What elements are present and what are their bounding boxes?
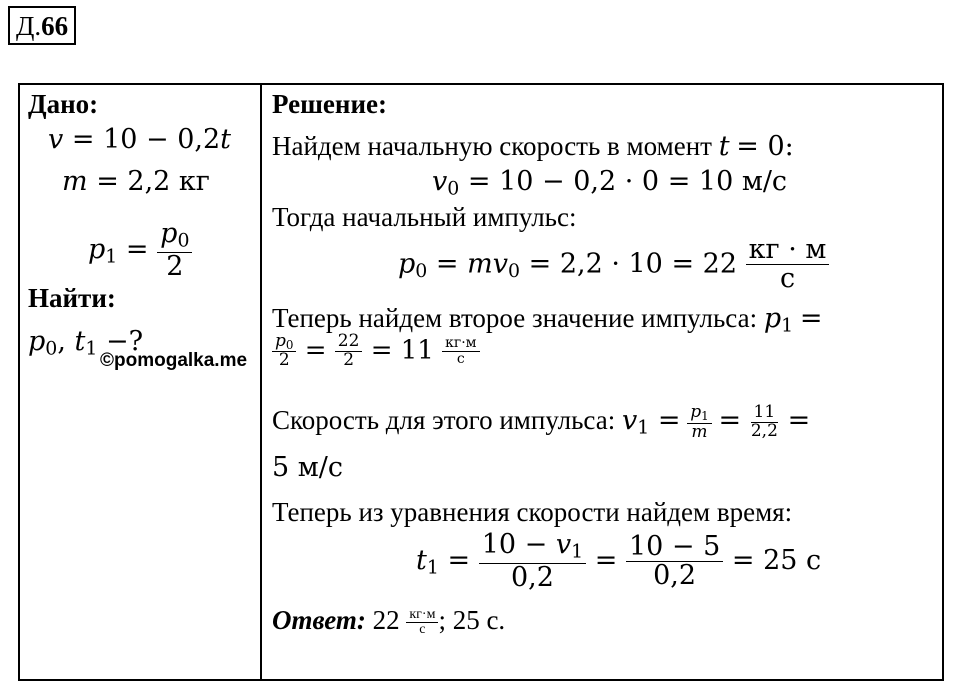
solution-line-9: Теперь из уравнения скорости найдем время: [272, 497, 793, 527]
solution-line-7-text: Скорость для этого импульса: [272, 405, 616, 435]
solution-time-frac-2 [626, 530, 723, 591]
solution-time-num-1: 10 − [481, 529, 548, 560]
solution-11-over-2-2 [748, 404, 781, 441]
solution-line-3: Тогда начальный импульс: [272, 202, 577, 232]
solution-p1-value: = 11 [370, 335, 434, 366]
answer-line [272, 604, 505, 638]
find-heading: Найти: [28, 283, 116, 313]
given-p1-eq: = [125, 233, 149, 265]
find-tail: −? [105, 326, 144, 357]
answer-value-2: ; 25 с. [438, 605, 506, 635]
find-quantities: $p_0$, $t_1$ −? [28, 326, 144, 360]
answer-unit [406, 608, 438, 638]
solution-line-7: Скорость для этого импульса: $v_1$ = $\frac{p_1}{m}$ = $\frac{11}{2,2}$ = [272, 402, 811, 442]
solution-small-unit [442, 336, 479, 366]
solution-line-1: Найдем начальную скорость в момент t = 0: [272, 131, 794, 162]
solution-initial-velocity: $v_0 = 10 - 0,2 \cdot 0 = 10$ м/с [432, 166, 788, 200]
answer-unit-den: с [419, 622, 426, 638]
problem-number-value: 66 [41, 11, 69, 41]
answer-value-1: 22 [372, 605, 400, 635]
given-frac-num: p [160, 218, 178, 249]
solution-p1-over-m: $\frac{p_1}{m}$ [687, 404, 711, 441]
problem-number [8, 6, 76, 45]
given-mass-equation: m = 2,2 кг [62, 166, 210, 197]
given-frac-den: 2 [166, 250, 184, 282]
solution-11-num: 11 [751, 404, 779, 423]
solution-22-over-2 [335, 333, 363, 370]
column-divider [260, 83, 262, 681]
solution-unit-den: с [779, 263, 796, 295]
solution-unit-fraction [746, 236, 830, 294]
solution-line-5-tail: = [799, 303, 823, 334]
answer-label: Ответ: [272, 605, 366, 635]
solution-time-den-2: 0,2 [653, 559, 697, 591]
solution-p0-over-2-den: 2 [278, 350, 290, 371]
solution-time-calc: $t_1$ = $\frac{10 - v_1}{0,2}$ = $\frac{10 - 5}{0,2}$ = 25 с [416, 529, 822, 593]
solution-22-den: 2 [343, 350, 355, 371]
solution-p0-over-2: $\frac{p_0}{2}$ [272, 333, 296, 370]
given-heading: Дано: [28, 89, 99, 119]
solution-heading: Решение: [272, 89, 387, 119]
solution-time-value: = 25 с [731, 544, 822, 576]
solution-2-2-den: 2,2 [750, 421, 778, 442]
solution-time-frac-1: $\frac{10 - v_1}{0,2}$ [479, 531, 586, 592]
solution-time-den-1: 0,2 [510, 561, 554, 593]
solution-line-4-eq: = 2,2 · 10 = 22 [528, 248, 738, 280]
solution-22-num: 22 [335, 333, 363, 352]
solution-p1-over-m-den: m [691, 421, 708, 442]
solution-time-num-2: 10 − 5 [626, 533, 723, 562]
solution-line-1-tail: = 0: [736, 131, 794, 162]
solution-unit-num: кг · м [746, 236, 830, 265]
solution-line-5-text: Теперь найдем второе значение импульса: [272, 303, 758, 333]
given-p0-over-2: $\frac{p_0}{2}$ [157, 220, 192, 281]
given-velocity-equation: v = 10 − 0,2t [48, 124, 232, 155]
solution-small-unit-num: кг·м [442, 336, 479, 352]
solution-line-8: 5 м/с [272, 452, 343, 483]
given-velocity-rhs: = 10 − 0,2 [71, 124, 221, 155]
problem-number-prefix: Д. [16, 11, 42, 41]
solution-line-1-text: Найдем начальную скорость в момент [272, 131, 712, 161]
solution-line-2-text: = 10 − 0,2 · 0 = 10 м/с [467, 166, 788, 197]
watermark: ©pomogalka.me [100, 350, 248, 371]
given-mass-rhs: = 2,2 кг [96, 166, 210, 197]
solution-small-unit-den: с [456, 351, 465, 368]
answer-unit-num: кг·м [406, 608, 438, 624]
solution-line-5: Теперь найдем второе значение импульса: $p_1$ = [272, 303, 823, 337]
given-momentum-equation: $p_1$ = $\frac{p_0}{2}$ [88, 220, 192, 281]
solution-initial-momentum: $p_0 = mv_0 = 2,2 \cdot 10 = 22$ $\frac{кг \cdot м}{с}$ [398, 236, 829, 294]
solution-p1-calc: $\frac{p_0}{2}$ = $\frac{22}{2}$ = 11 $\frac{кг\cdot м}{с}$ [272, 333, 480, 370]
